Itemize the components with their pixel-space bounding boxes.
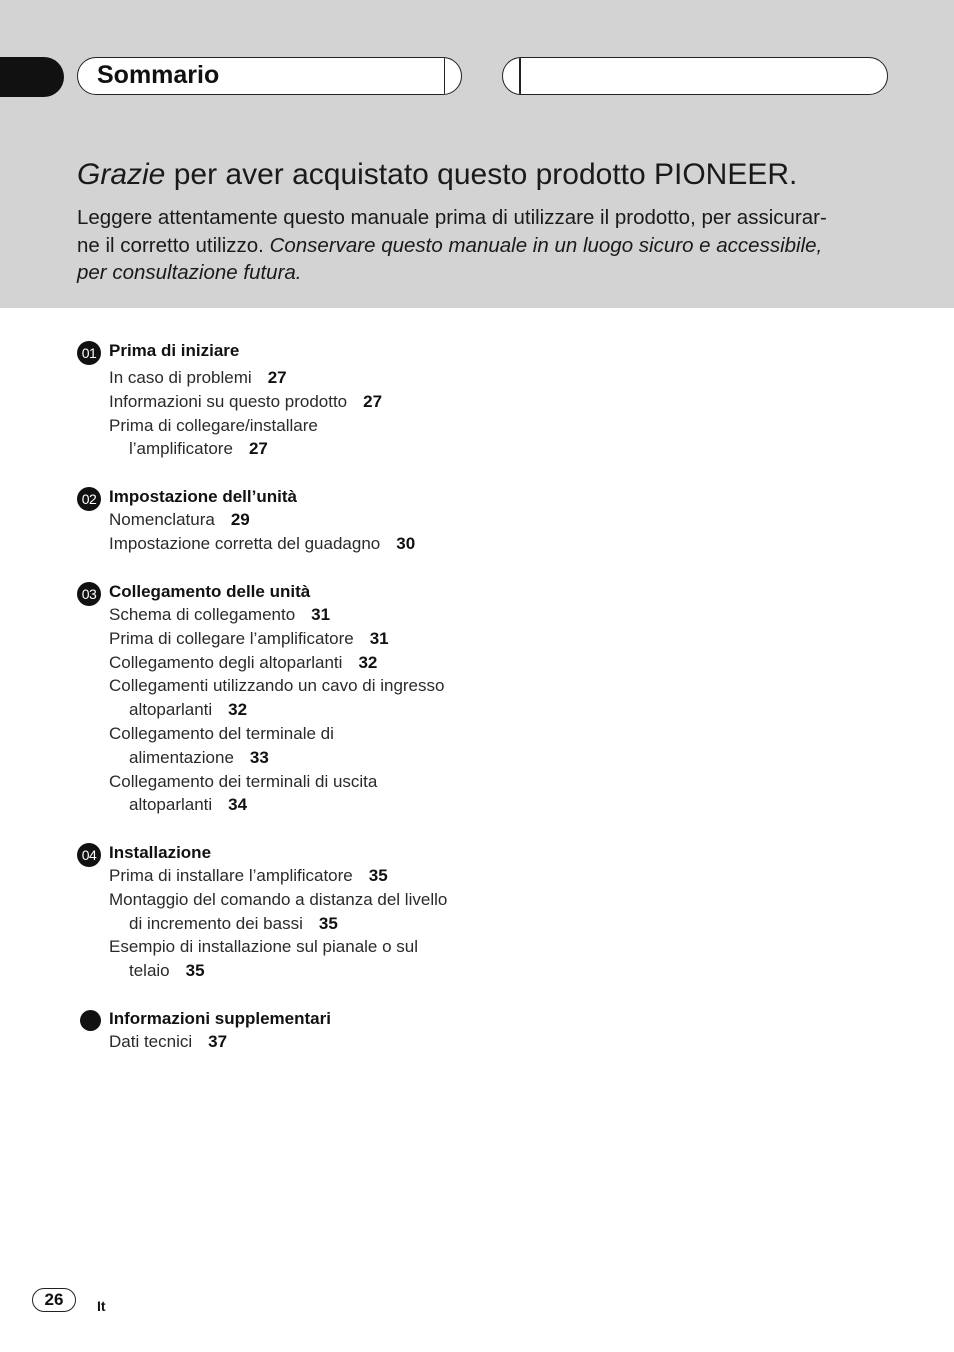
section-badge-dot (80, 1010, 101, 1031)
language-code: It (97, 1298, 106, 1314)
toc-entry[interactable]: Collegamento del terminale di alimentazione 33 (109, 723, 334, 767)
intro-line-2-italic: Conservare questo manuale in un luogo sicuro e accessibile, (269, 233, 823, 257)
toc-entry[interactable]: Esempio di installazione sul pianale o sul telaio 35 (109, 937, 419, 981)
page-ref: 34 (228, 795, 248, 815)
toc-entry[interactable]: Impostazione corretta del guadagno 30 (109, 533, 416, 553)
section-title[interactable]: Installazione (109, 843, 212, 862)
section-title[interactable]: Collegamento delle unità (109, 582, 311, 601)
page-ref: 29 (230, 510, 250, 529)
section-badge: 02 (77, 487, 101, 511)
section-title[interactable]: Prima di iniziare (109, 341, 240, 360)
title-box (77, 57, 462, 95)
section-badge: 03 (77, 582, 101, 606)
headline (77, 158, 797, 192)
page-ref: 35 (318, 913, 338, 933)
empty-header-box (502, 57, 888, 95)
headline-italic: Grazie (77, 158, 166, 191)
intro-paragraph (77, 204, 889, 287)
page-ref: 27 (248, 439, 268, 459)
toc-entry[interactable]: Prima di collegare l’amplificatore 31 (109, 628, 389, 648)
intro-line-3-italic: per consultazione futura. (77, 261, 302, 284)
toc-entry[interactable]: Schema di collegamento 31 (109, 605, 331, 624)
section-badge: 01 (77, 341, 101, 365)
page-ref: 32 (358, 652, 378, 672)
page-ref: 32 (228, 700, 248, 720)
section-title[interactable]: Impostazione dell’unità (109, 487, 297, 506)
page-ref: 27 (267, 368, 287, 387)
page-ref: 30 (396, 533, 416, 553)
page-title: Sommario (97, 61, 220, 89)
page-number: 26 (32, 1288, 76, 1312)
toc-entry[interactable]: Collegamenti utilizzando un cavo di ingresso altoparlanti 32 (109, 676, 445, 720)
page-ref: 37 (208, 1032, 228, 1051)
page-ref: 33 (249, 747, 269, 767)
toc-entry[interactable]: Dati tecnici 37 (109, 1032, 228, 1051)
toc-entry[interactable]: Prima di installare l’amplificatore 35 (109, 866, 388, 885)
toc-entry[interactable]: Informazioni su questo prodotto 27 (109, 391, 383, 411)
page-ref: 35 (368, 866, 388, 885)
page-ref: 31 (311, 605, 331, 624)
page-ref: 35 (185, 961, 205, 981)
intro-line-2: ne il corretto utilizzo. (77, 233, 270, 257)
section-title[interactable]: Informazioni supplementari (109, 1009, 331, 1028)
toc-entry[interactable]: Montaggio del comando a distanza del livello di incremento dei bassi 35 (109, 889, 448, 933)
page-ref: 27 (363, 391, 383, 411)
toc-entry[interactable]: Prima di collegare/installare l’amplificatore 27 (109, 415, 318, 459)
toc-entry[interactable]: Collegamento degli altoparlanti 32 (109, 652, 378, 672)
section-tab-marker (0, 57, 64, 97)
toc-entry[interactable]: Collegamento dei terminali di uscita altoparlanti 34 (109, 771, 378, 815)
header-band (0, 0, 954, 308)
toc-entry[interactable]: Nomenclatura 29 (109, 510, 250, 529)
toc-entry[interactable]: In caso di problemi 27 (109, 368, 287, 387)
section-badge: 04 (77, 843, 101, 867)
page-ref: 31 (369, 628, 389, 648)
headline-rest: per aver acquistato questo prodotto PIONEER. (165, 158, 798, 191)
intro-line-1: Leggere attentamente questo manuale prima di utilizzare il prodotto, per assicurar- (77, 206, 827, 229)
